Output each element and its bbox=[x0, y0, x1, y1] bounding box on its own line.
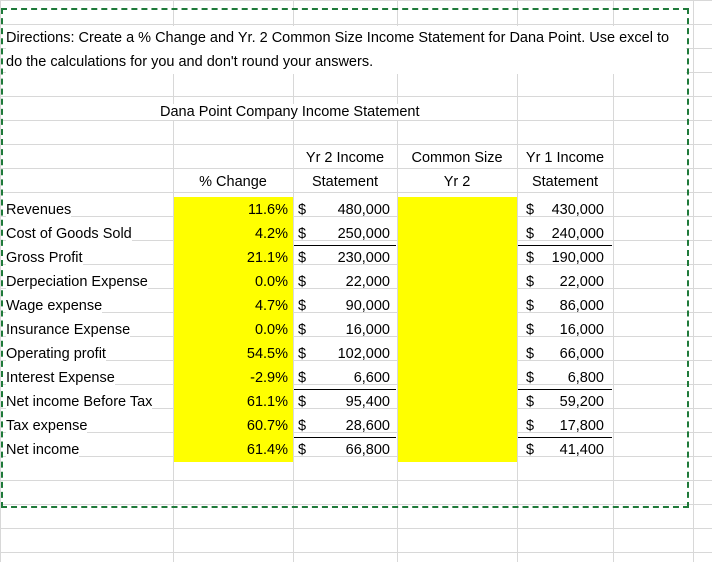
yr2-value: 6,600 bbox=[353, 370, 390, 386]
yr1-value: 240,000 bbox=[551, 226, 604, 242]
yr1-value: 41,400 bbox=[559, 442, 604, 458]
directions-text: Directions: Create a % Change and Yr. 2 Common Size Income Statement for Dana Point. Use excel to do the calculations for you and don't round your answers. bbox=[6, 26, 686, 74]
yr2-value: 95,400 bbox=[345, 394, 390, 410]
yr2-currency: $ bbox=[298, 274, 307, 290]
row-label: Cost of Goods Sold bbox=[6, 222, 132, 246]
yr2-currency: $ bbox=[298, 226, 307, 242]
header-common-line1: Common Size bbox=[411, 150, 503, 166]
yr1-value: 16,000 bbox=[559, 322, 604, 338]
pct-change-value: 4.2% bbox=[254, 226, 288, 242]
row-label: Net income bbox=[6, 438, 79, 462]
row-label: Tax expense bbox=[6, 414, 87, 438]
pct-change-value: 11.6% bbox=[247, 202, 288, 218]
row-label: Net income Before Tax bbox=[6, 390, 152, 414]
yr2-currency: $ bbox=[298, 442, 307, 458]
yr2-value: 22,000 bbox=[345, 274, 390, 290]
yr1-value: 430,000 bbox=[551, 202, 604, 218]
yr2-value: 66,800 bbox=[345, 442, 390, 458]
yr1-value: 190,000 bbox=[551, 250, 604, 266]
header-common-line2: Yr 2 bbox=[443, 174, 471, 190]
common-size-fill bbox=[398, 197, 517, 462]
yr1-currency: $ bbox=[526, 226, 535, 242]
row-label: Revenues bbox=[6, 198, 71, 222]
header-pct-change: % Change bbox=[199, 174, 267, 190]
row-label: Operating profit bbox=[6, 342, 106, 366]
yr1-value: 66,000 bbox=[559, 346, 604, 362]
yr1-value: 22,000 bbox=[559, 274, 604, 290]
row-label: Gross Profit bbox=[6, 246, 83, 270]
yr1-currency: $ bbox=[526, 322, 535, 338]
row-label: Insurance Expense bbox=[6, 318, 130, 342]
yr2-currency: $ bbox=[298, 250, 307, 266]
header-yr2-line1: Yr 2 Income bbox=[305, 150, 385, 166]
yr2-value: 250,000 bbox=[337, 226, 390, 242]
header-yr1-line2: Statement bbox=[531, 174, 599, 190]
yr1-currency: $ bbox=[526, 274, 535, 290]
row-label: Interest Expense bbox=[6, 366, 115, 390]
yr2-value: 230,000 bbox=[337, 250, 390, 266]
yr1-currency: $ bbox=[526, 250, 535, 266]
yr2-currency: $ bbox=[298, 202, 307, 218]
yr2-value: 480,000 bbox=[337, 202, 390, 218]
yr1-currency: $ bbox=[526, 418, 535, 434]
yr2-currency: $ bbox=[298, 298, 307, 314]
statement-title: Dana Point Company Income Statement bbox=[160, 104, 420, 120]
pct-change-value: 60.7% bbox=[246, 418, 288, 434]
yr1-currency: $ bbox=[526, 202, 535, 218]
yr1-currency: $ bbox=[526, 370, 535, 386]
yr1-currency: $ bbox=[526, 346, 535, 362]
row-label: Wage expense bbox=[6, 294, 102, 318]
pct-change-value: 21.1% bbox=[246, 250, 288, 266]
yr1-currency: $ bbox=[526, 394, 535, 410]
pct-change-value: 61.1% bbox=[246, 394, 288, 410]
yr1-value: 17,800 bbox=[559, 418, 604, 434]
yr1-value: 86,000 bbox=[559, 298, 604, 314]
pct-change-value: 0.0% bbox=[254, 274, 288, 290]
yr2-currency: $ bbox=[298, 322, 307, 338]
yr2-currency: $ bbox=[298, 418, 307, 434]
header-yr1-line1: Yr 1 Income bbox=[525, 150, 605, 166]
row-label: Derpeciation Expense bbox=[6, 270, 148, 294]
yr1-currency: $ bbox=[526, 442, 535, 458]
yr1-value: 59,200 bbox=[559, 394, 604, 410]
yr2-currency: $ bbox=[298, 394, 307, 410]
yr1-currency: $ bbox=[526, 298, 535, 314]
header-yr2-line2: Statement bbox=[311, 174, 379, 190]
yr1-value: 6,800 bbox=[567, 370, 604, 386]
yr2-value: 102,000 bbox=[337, 346, 390, 362]
pct-change-value: -2.9% bbox=[250, 370, 288, 386]
pct-change-value: 4.7% bbox=[254, 298, 288, 314]
pct-change-value: 54.5% bbox=[246, 346, 288, 362]
yr2-value: 16,000 bbox=[345, 322, 390, 338]
pct-change-value: 0.0% bbox=[254, 322, 288, 338]
yr2-currency: $ bbox=[298, 346, 307, 362]
pct-change-value: 61.4% bbox=[246, 442, 288, 458]
yr2-value: 90,000 bbox=[345, 298, 390, 314]
yr2-value: 28,600 bbox=[345, 418, 390, 434]
yr2-currency: $ bbox=[298, 370, 307, 386]
